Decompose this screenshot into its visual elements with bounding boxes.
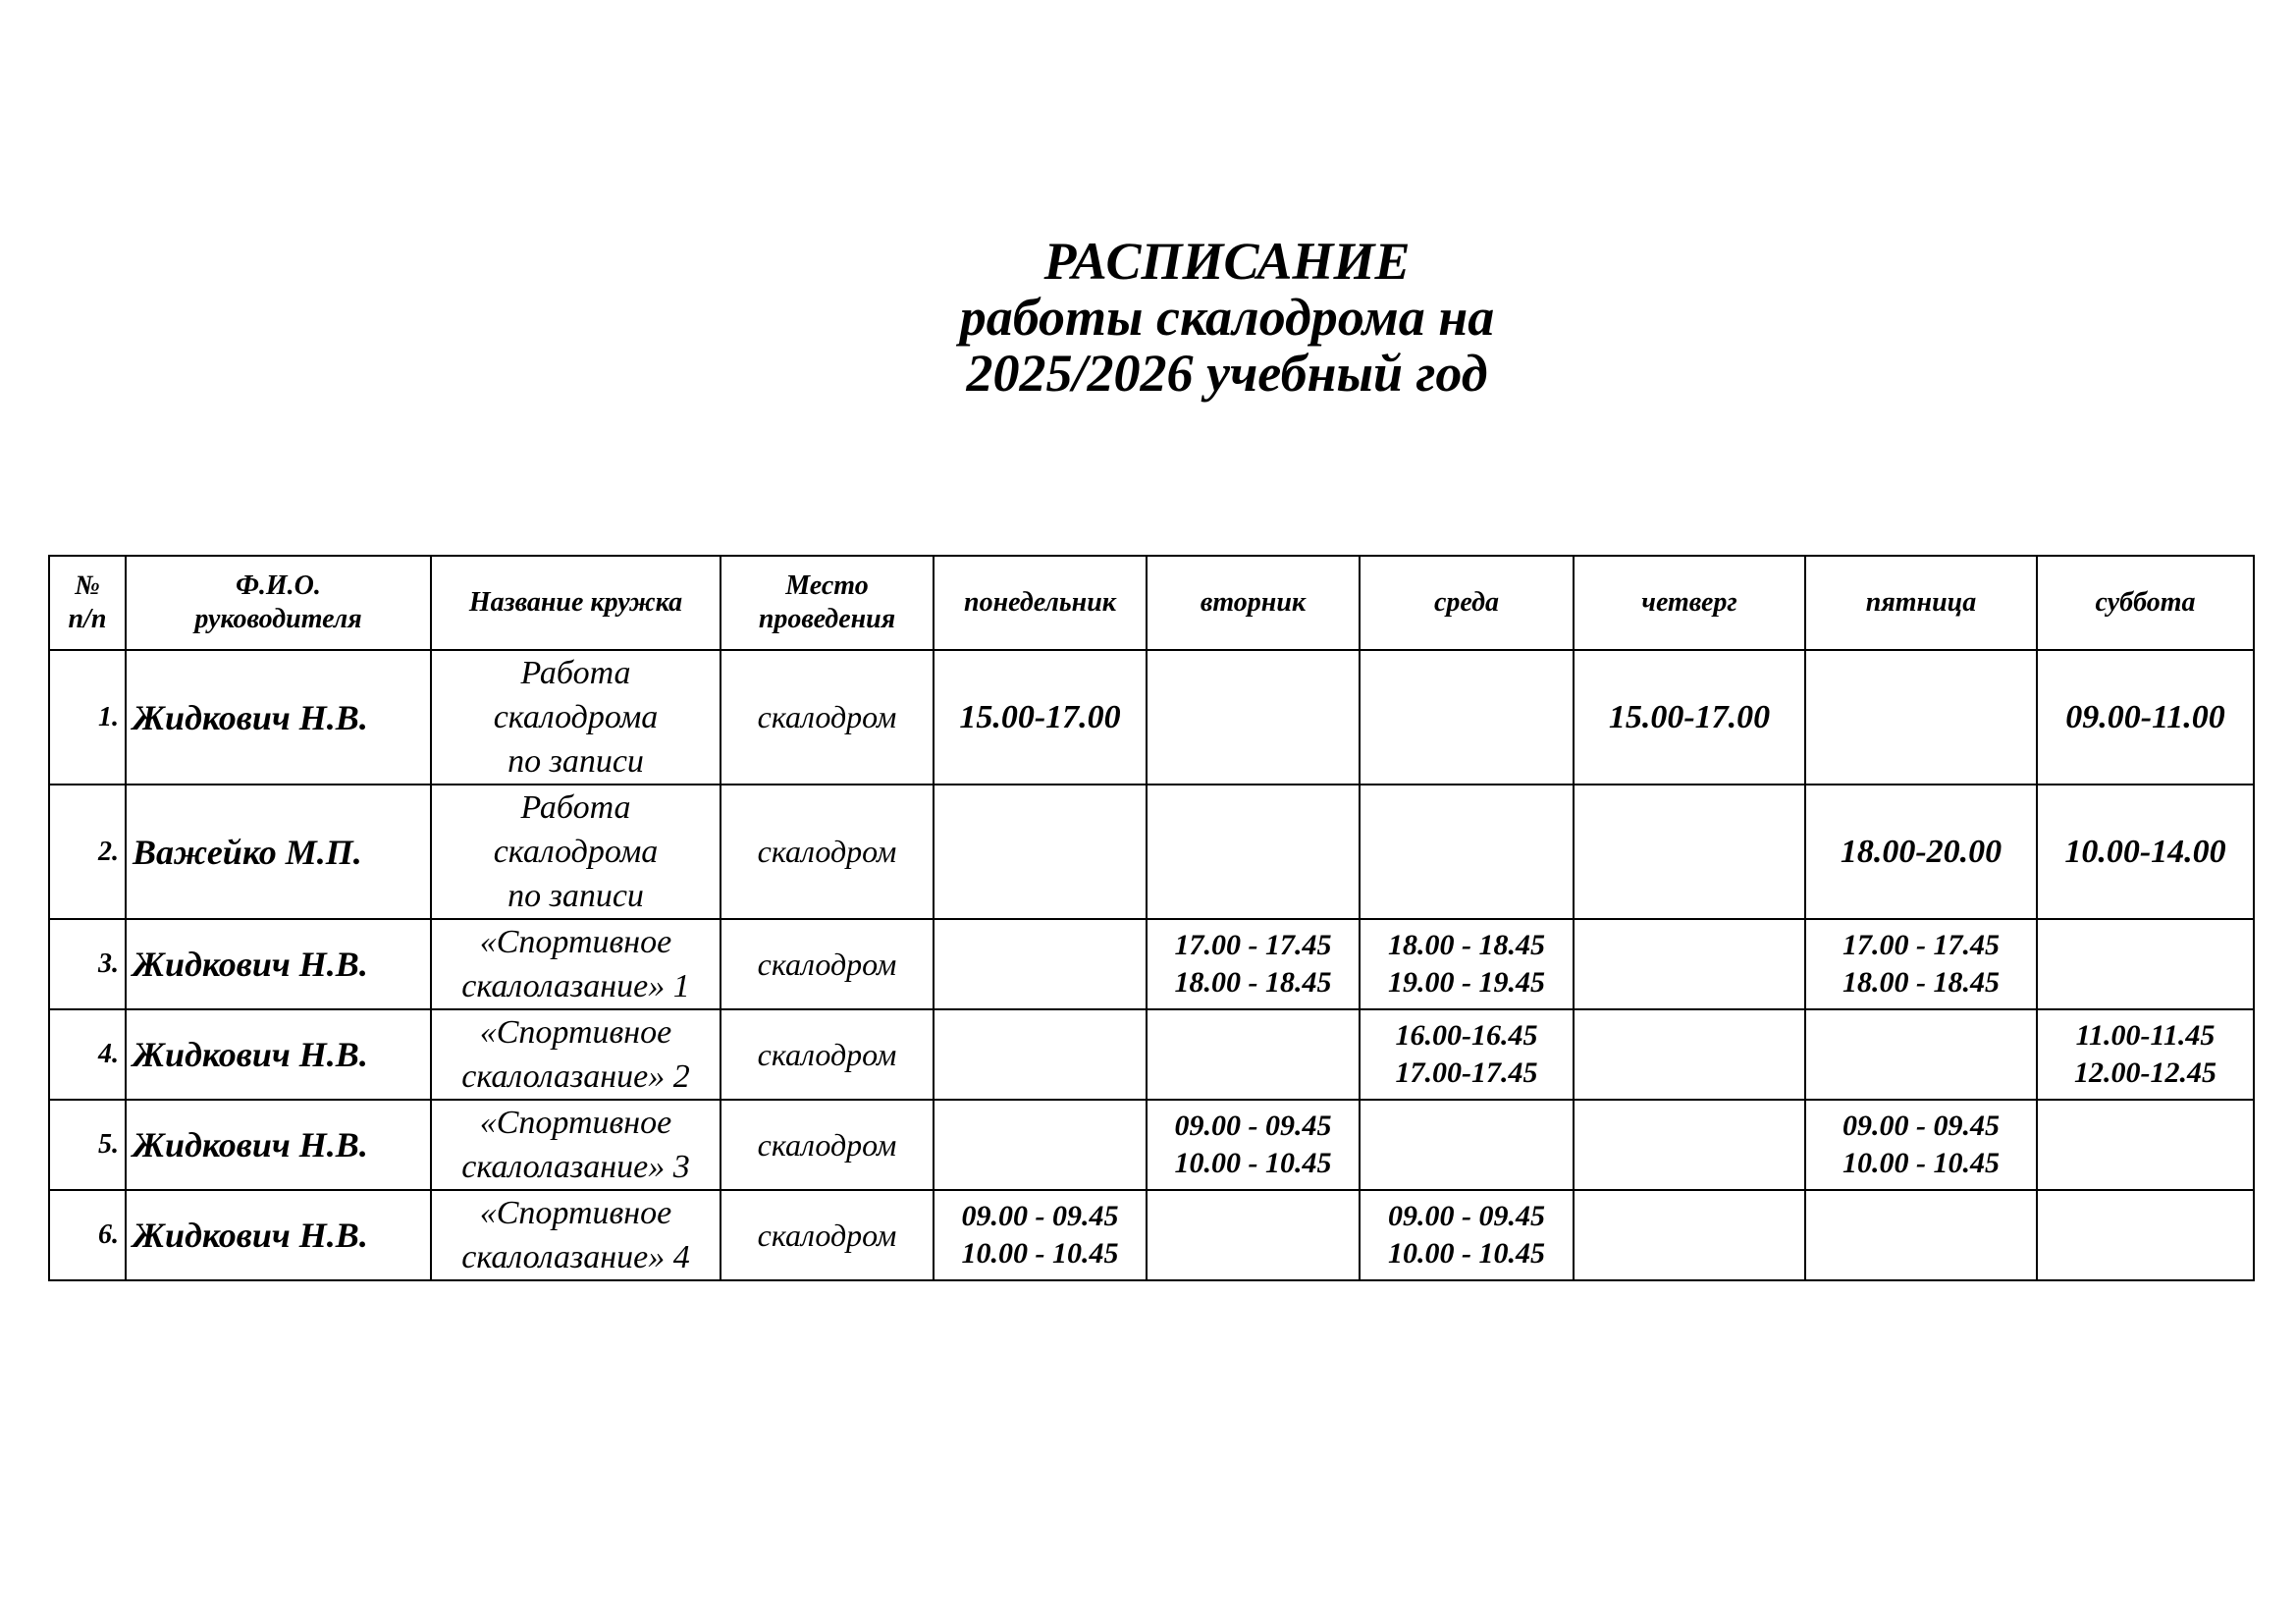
time-cell-wednesday xyxy=(1360,785,1574,919)
time-slot: 09.00 - 09.45 xyxy=(1842,1110,2000,1142)
header-num xyxy=(49,556,126,650)
time-cell-friday xyxy=(1805,919,2037,1009)
time-cell-saturday xyxy=(2037,650,2254,785)
club-name-line: по записи xyxy=(507,878,644,914)
time-cell-saturday xyxy=(2037,785,2254,919)
time-slot: 09.00 - 09.45 xyxy=(1174,1110,1332,1142)
time-slot: 16.00-16.45 xyxy=(1395,1019,1538,1052)
time-slot: 15.00-17.00 xyxy=(1608,698,1771,735)
title-line-3: 2025/2026 учебный год xyxy=(966,344,1488,403)
table-row xyxy=(49,1100,2254,1190)
leader-name: Жидкович Н.В. xyxy=(126,1009,431,1100)
time-slot: 09.00-11.00 xyxy=(2065,698,2225,735)
table-row xyxy=(49,650,2254,785)
header-monday: понедельник xyxy=(934,556,1147,650)
time-slot: 10.00-14.00 xyxy=(2064,833,2226,870)
row-number: 4. xyxy=(49,1009,126,1100)
header-row xyxy=(49,556,2254,650)
time-cell-wednesday xyxy=(1360,1009,1574,1100)
leader-name: Жидкович Н.В. xyxy=(126,1100,431,1190)
time-cell-thursday xyxy=(1574,1009,1805,1100)
time-slot: 10.00 - 10.45 xyxy=(1388,1237,1545,1270)
place-name: скалодром xyxy=(721,919,934,1009)
header-num-line1: № xyxy=(75,570,100,601)
time-cell-thursday xyxy=(1574,1190,1805,1280)
club-name xyxy=(431,1009,721,1100)
time-cell-saturday xyxy=(2037,919,2254,1009)
time-cell-thursday xyxy=(1574,785,1805,919)
time-cell-saturday xyxy=(2037,1100,2254,1190)
header-thursday: четверг xyxy=(1574,556,1805,650)
club-name xyxy=(431,1190,721,1280)
time-slot: 17.00 - 17.45 xyxy=(1842,929,2000,961)
time-cell-friday xyxy=(1805,650,2037,785)
header-tuesday: вторник xyxy=(1147,556,1360,650)
time-cell-monday xyxy=(934,650,1147,785)
time-cell-monday xyxy=(934,1190,1147,1280)
time-cell-saturday xyxy=(2037,1190,2254,1280)
place-name: скалодром xyxy=(721,1009,934,1100)
row-number: 6. xyxy=(49,1190,126,1280)
club-name-line: скалодрома xyxy=(493,834,659,870)
time-cell-monday xyxy=(934,1100,1147,1190)
time-cell-tuesday xyxy=(1147,785,1360,919)
time-slot: 18.00-20.00 xyxy=(1840,833,2002,870)
row-number: 2. xyxy=(49,785,126,919)
club-name-line: «Спортивное xyxy=(479,1195,672,1231)
time-cell-thursday xyxy=(1574,1100,1805,1190)
club-name-line: скалолазание» 2 xyxy=(461,1058,690,1095)
table-row xyxy=(49,1190,2254,1280)
time-cell-wednesday xyxy=(1360,650,1574,785)
time-cell-wednesday xyxy=(1360,919,1574,1009)
time-slot: 18.00 - 18.45 xyxy=(1174,966,1332,999)
time-slot: 09.00 - 09.45 xyxy=(961,1200,1119,1232)
time-cell-monday xyxy=(934,919,1147,1009)
place-name: скалодром xyxy=(721,650,934,785)
club-name-line: скалолазание» 3 xyxy=(461,1149,690,1185)
leader-name: Жидкович Н.В. xyxy=(126,919,431,1009)
time-slot: 09.00 - 09.45 xyxy=(1388,1200,1545,1232)
club-name xyxy=(431,919,721,1009)
club-name-line: «Спортивное xyxy=(479,924,672,960)
table-row xyxy=(49,919,2254,1009)
time-cell-tuesday xyxy=(1147,1009,1360,1100)
time-slot: 18.00 - 18.45 xyxy=(1388,929,1545,961)
table-row xyxy=(49,1009,2254,1100)
row-number: 3. xyxy=(49,919,126,1009)
table-row xyxy=(49,785,2254,919)
schedule-table xyxy=(48,555,2255,1281)
time-slot: 10.00 - 10.45 xyxy=(961,1237,1119,1270)
header-leader-line2: руководителя xyxy=(194,604,362,634)
row-number: 1. xyxy=(49,650,126,785)
club-name xyxy=(431,785,721,919)
header-friday: пятница xyxy=(1805,556,2037,650)
time-cell-tuesday xyxy=(1147,1190,1360,1280)
row-number: 5. xyxy=(49,1100,126,1190)
time-slot: 17.00 - 17.45 xyxy=(1174,929,1332,961)
title-line-1: РАСПИСАНИЕ xyxy=(1043,232,1411,291)
header-leader xyxy=(126,556,431,650)
time-slot: 19.00 - 19.45 xyxy=(1388,966,1545,999)
place-name: скалодром xyxy=(721,785,934,919)
time-cell-thursday xyxy=(1574,650,1805,785)
header-leader-line1: Ф.И.О. xyxy=(236,570,321,601)
time-cell-monday xyxy=(934,1009,1147,1100)
club-name-line: «Спортивное xyxy=(479,1105,672,1141)
header-wednesday: среда xyxy=(1360,556,1574,650)
club-name xyxy=(431,650,721,785)
header-place xyxy=(721,556,934,650)
time-slot: 11.00-11.45 xyxy=(2075,1019,2216,1052)
time-cell-saturday xyxy=(2037,1009,2254,1100)
time-slot: 10.00 - 10.45 xyxy=(1842,1147,2000,1179)
document-title xyxy=(0,234,2296,402)
title-line-2: работы скалодрома на xyxy=(959,288,1495,347)
time-cell-friday xyxy=(1805,1100,2037,1190)
time-slot: 17.00-17.45 xyxy=(1395,1056,1538,1089)
time-cell-wednesday xyxy=(1360,1190,1574,1280)
club-name-line: по записи xyxy=(507,743,644,780)
time-cell-wednesday xyxy=(1360,1100,1574,1190)
time-slot: 10.00 - 10.45 xyxy=(1174,1147,1332,1179)
time-cell-friday xyxy=(1805,1009,2037,1100)
club-name-line: скалодрома xyxy=(493,699,659,735)
time-slot: 18.00 - 18.45 xyxy=(1842,966,2000,999)
header-saturday: суббота xyxy=(2037,556,2254,650)
header-place-line2: проведения xyxy=(758,604,896,634)
club-name-line: Работа xyxy=(520,655,631,691)
time-cell-friday xyxy=(1805,785,2037,919)
header-place-line1: Место xyxy=(785,570,869,601)
club-name-line: «Спортивное xyxy=(479,1014,672,1051)
time-slot: 15.00-17.00 xyxy=(959,698,1121,735)
leader-name: Жидкович Н.В. xyxy=(126,650,431,785)
club-name-line: скалолазание» 1 xyxy=(461,968,690,1004)
schedule-body xyxy=(49,650,2254,1280)
time-cell-thursday xyxy=(1574,919,1805,1009)
club-name-line: скалолазание» 4 xyxy=(461,1239,690,1275)
header-num-line2: п/п xyxy=(68,604,107,634)
leader-name: Важейко М.П. xyxy=(126,785,431,919)
place-name: скалодром xyxy=(721,1190,934,1280)
time-slot: 12.00-12.45 xyxy=(2074,1056,2216,1089)
time-cell-tuesday xyxy=(1147,919,1360,1009)
club-name xyxy=(431,1100,721,1190)
time-cell-monday xyxy=(934,785,1147,919)
place-name: скалодром xyxy=(721,1100,934,1190)
club-name-line: Работа xyxy=(520,789,631,826)
time-cell-friday xyxy=(1805,1190,2037,1280)
time-cell-tuesday xyxy=(1147,650,1360,785)
header-club: Название кружка xyxy=(431,556,721,650)
leader-name: Жидкович Н.В. xyxy=(126,1190,431,1280)
time-cell-tuesday xyxy=(1147,1100,1360,1190)
